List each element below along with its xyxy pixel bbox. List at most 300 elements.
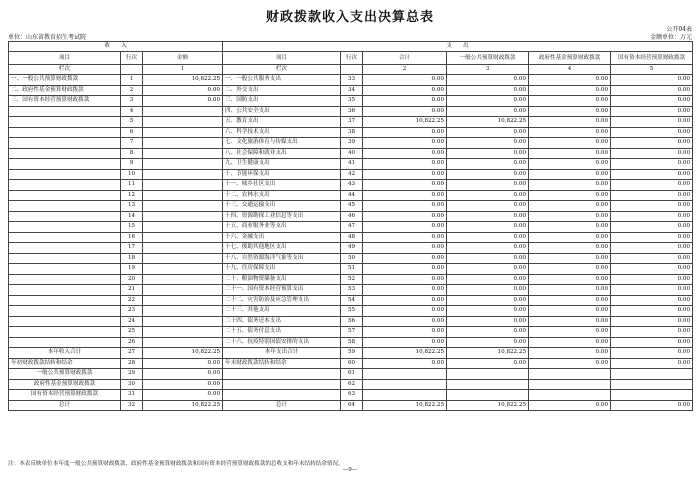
general-budget-cell: 0.00 — [447, 211, 529, 222]
state-capital-cell: 0.00 — [611, 117, 693, 128]
fund-budget-cell: 0.00 — [529, 180, 611, 191]
expense-line-header: 行次 — [341, 52, 363, 65]
income-item-cell: 政府性基金预算财政拨款 — [9, 379, 121, 390]
form-number: 公开04表 — [666, 26, 692, 33]
general-budget-cell: 10,822.25 — [447, 117, 529, 128]
income-line-cell: 25 — [121, 327, 143, 338]
income-amount-cell — [143, 306, 223, 317]
unit-name: 单位：山东省教育招生考试院 — [8, 34, 87, 41]
expense-line-cell: 46 — [341, 211, 363, 222]
income-amount-cell: 10,822.25 — [143, 400, 223, 411]
expense-item-cell: 十八、自然资源海洋气象等支出 — [223, 253, 341, 264]
table-row — [9, 180, 693, 191]
expense-item-cell: 二十六、抗疫特别国债安排的支出 — [223, 337, 341, 348]
expense-line-cell: 54 — [341, 295, 363, 306]
general-budget-cell: 0.00 — [447, 127, 529, 138]
fund-budget-header: 政府性基金预算财政拨款 — [529, 52, 611, 65]
income-item-cell — [9, 337, 121, 348]
state-capital-cell: 0.00 — [611, 274, 693, 285]
general-budget-cell: 0.00 — [447, 85, 529, 96]
income-amount-cell — [143, 327, 223, 338]
income-line-cell: 6 — [121, 127, 143, 138]
income-line-cell: 16 — [121, 232, 143, 243]
income-item-cell — [9, 180, 121, 191]
table-row — [9, 327, 693, 338]
income-amount-cell — [143, 201, 223, 212]
expense-item-cell: 九、卫生健康支出 — [223, 159, 341, 170]
general-budget-cell: 0.00 — [447, 222, 529, 233]
income-item-cell — [9, 285, 121, 296]
header-row-2 — [9, 52, 693, 65]
table-row — [9, 169, 693, 180]
income-amount-cell: 10,822.25 — [143, 348, 223, 359]
col-label-2: 栏次 — [223, 65, 341, 75]
expense-line-cell: 44 — [341, 190, 363, 201]
col-state-index: 5 — [611, 65, 693, 75]
income-item-cell — [9, 295, 121, 306]
table-row — [9, 190, 693, 201]
income-line-cell: 15 — [121, 222, 143, 233]
state-capital-cell: 0.00 — [611, 348, 693, 359]
expense-item-cell: 八、社会保障和就业支出 — [223, 148, 341, 159]
expense-item-cell: 十五、商业服务业等支出 — [223, 222, 341, 233]
income-item-cell — [9, 274, 121, 285]
fund-budget-cell: 0.00 — [529, 274, 611, 285]
table-row — [9, 138, 693, 149]
state-capital-cell: 0.00 — [611, 106, 693, 117]
general-budget-cell: 0.00 — [447, 316, 529, 327]
expense-item-cell: 二、外交支出 — [223, 85, 341, 96]
income-amount-header: 金额 — [143, 52, 223, 65]
fund-budget-cell: 0.00 — [529, 232, 611, 243]
income-line-cell: 11 — [121, 180, 143, 191]
income-line-cell: 28 — [121, 358, 143, 369]
table-row — [9, 390, 693, 401]
income-item-cell — [9, 232, 121, 243]
expense-line-cell: 64 — [341, 400, 363, 411]
general-budget-header: 一般公共预算财政拨款 — [447, 52, 529, 65]
income-line-cell: 20 — [121, 274, 143, 285]
col-label: 栏次 — [9, 65, 121, 75]
income-amount-cell: 0.00 — [143, 390, 223, 401]
total-cell: 0.00 — [363, 138, 447, 149]
expense-item-cell — [223, 379, 341, 390]
total-cell: 0.00 — [363, 316, 447, 327]
fund-budget-cell: 0.00 — [529, 159, 611, 170]
general-budget-cell: 0.00 — [447, 138, 529, 149]
income-item-cell — [9, 243, 121, 254]
expense-line-cell: 39 — [341, 138, 363, 149]
state-capital-cell: 0.00 — [611, 306, 693, 317]
expense-item-cell: 十一、城乡社区支出 — [223, 180, 341, 191]
fund-budget-cell: 0.00 — [529, 106, 611, 117]
general-budget-cell: 0.00 — [447, 285, 529, 296]
expense-item-header: 项目 — [223, 52, 341, 65]
income-line-cell: 17 — [121, 243, 143, 254]
expense-line-cell: 62 — [341, 379, 363, 390]
table-row — [9, 243, 693, 254]
income-item-cell: 年初财政拨款结转和结余 — [9, 358, 121, 369]
total-cell: 0.00 — [363, 274, 447, 285]
income-item-cell — [9, 306, 121, 317]
fund-budget-cell: 0.00 — [529, 295, 611, 306]
expense-line-cell: 51 — [341, 264, 363, 275]
income-item-cell — [9, 106, 121, 117]
expense-item-cell: 二十四、债务还本支出 — [223, 316, 341, 327]
income-line-cell: 7 — [121, 138, 143, 149]
general-budget-cell: 0.00 — [447, 159, 529, 170]
fund-budget-cell: 0.00 — [529, 127, 611, 138]
general-budget-cell: 0.00 — [447, 358, 529, 369]
income-line-cell: 10 — [121, 169, 143, 180]
expense-line-cell: 59 — [341, 348, 363, 359]
table-row — [9, 85, 693, 96]
expense-line-cell: 57 — [341, 327, 363, 338]
income-line-cell: 31 — [121, 390, 143, 401]
fund-budget-cell: 0.00 — [529, 211, 611, 222]
income-amount-cell — [143, 169, 223, 180]
income-amount-cell: 10,822.25 — [143, 75, 223, 86]
income-item-cell — [9, 169, 121, 180]
col-fund-index: 4 — [529, 65, 611, 75]
state-capital-cell: 0.00 — [611, 201, 693, 212]
income-item-cell — [9, 327, 121, 338]
expense-line-cell: 49 — [341, 243, 363, 254]
total-cell: 0.00 — [363, 243, 447, 254]
expense-line-cell: 43 — [341, 180, 363, 191]
expense-line-cell: 45 — [341, 201, 363, 212]
general-budget-cell: 0.00 — [447, 169, 529, 180]
income-item-cell: 一般公共预算财政拨款 — [9, 369, 121, 380]
income-amount-cell: 0.00 — [143, 85, 223, 96]
income-line-cell: 26 — [121, 337, 143, 348]
col-blank — [121, 65, 143, 75]
state-capital-cell: 0.00 — [611, 253, 693, 264]
col-general-index: 3 — [447, 65, 529, 75]
state-capital-cell: 0.00 — [611, 138, 693, 149]
unit-line — [8, 32, 692, 41]
income-line-cell: 27 — [121, 348, 143, 359]
table-row — [9, 222, 693, 233]
income-item-cell — [9, 159, 121, 170]
general-budget-cell — [447, 369, 529, 380]
expense-line-cell: 50 — [341, 253, 363, 264]
expense-line-cell: 47 — [341, 222, 363, 233]
table-row — [9, 232, 693, 243]
income-amount-cell — [143, 222, 223, 233]
general-budget-cell: 0.00 — [447, 96, 529, 107]
column-index-row — [9, 65, 693, 75]
general-budget-cell: 0.00 — [447, 306, 529, 317]
general-budget-cell: 0.00 — [447, 148, 529, 159]
table-row — [9, 274, 693, 285]
expense-line-cell: 52 — [341, 274, 363, 285]
state-capital-cell: 0.00 — [611, 169, 693, 180]
income-item-cell: 三、国有资本经营预算财政拨款 — [9, 96, 121, 107]
income-item-cell — [9, 138, 121, 149]
fund-budget-cell — [529, 379, 611, 390]
general-budget-cell: 0.00 — [447, 106, 529, 117]
fund-budget-cell: 0.00 — [529, 85, 611, 96]
col-total-index: 2 — [363, 65, 447, 75]
fund-budget-cell: 0.00 — [529, 96, 611, 107]
fund-budget-cell: 0.00 — [529, 400, 611, 411]
state-capital-cell: 0.00 — [611, 358, 693, 369]
expense-item-cell: 十七、援助其他地区支出 — [223, 243, 341, 254]
income-amount-cell — [143, 106, 223, 117]
income-line-cell: 32 — [121, 400, 143, 411]
expense-item-cell: 二十、粮油物资储备支出 — [223, 274, 341, 285]
table-row — [9, 96, 693, 107]
fund-budget-cell: 0.00 — [529, 358, 611, 369]
amount-unit: 金额单位：万元 — [649, 34, 692, 41]
income-line-cell: 18 — [121, 253, 143, 264]
income-item-cell — [9, 222, 121, 233]
income-line-cell: 5 — [121, 117, 143, 128]
table-row — [9, 348, 693, 359]
expense-line-cell: 38 — [341, 127, 363, 138]
expense-item-cell: 十二、农林水支出 — [223, 190, 341, 201]
table-row — [9, 117, 693, 128]
total-cell: 0.00 — [363, 180, 447, 191]
income-item-cell: 一、一般公共预算财政拨款 — [9, 75, 121, 86]
table-row — [9, 306, 693, 317]
state-capital-cell: 0.00 — [611, 127, 693, 138]
fund-budget-cell — [529, 369, 611, 380]
expense-line-cell: 55 — [341, 306, 363, 317]
general-budget-cell: 0.00 — [447, 243, 529, 254]
income-item-cell: 国有资本经营预算财政拨款 — [9, 390, 121, 401]
total-cell: 0.00 — [363, 285, 447, 296]
income-line-cell: 12 — [121, 190, 143, 201]
general-budget-cell: 0.00 — [447, 264, 529, 275]
expense-line-cell: 61 — [341, 369, 363, 380]
expense-line-cell: 58 — [341, 337, 363, 348]
total-cell: 10,822.25 — [363, 348, 447, 359]
total-cell: 0.00 — [363, 148, 447, 159]
budget-table — [8, 41, 693, 411]
fund-budget-cell: 0.00 — [529, 285, 611, 296]
income-item-cell — [9, 211, 121, 222]
general-budget-cell: 0.00 — [447, 274, 529, 285]
fund-budget-cell: 0.00 — [529, 190, 611, 201]
income-amount-cell — [143, 190, 223, 201]
income-item-cell: 二、政府性基金预算财政拨款 — [9, 85, 121, 96]
income-amount-cell — [143, 232, 223, 243]
income-item-cell: 本年收入合计 — [9, 348, 121, 359]
expense-item-cell: 本年支出合计 — [223, 348, 341, 359]
table-row — [9, 400, 693, 411]
table-row — [9, 211, 693, 222]
general-budget-cell: 0.00 — [447, 201, 529, 212]
expense-item-cell: 十四、资源勘探工业信息等支出 — [223, 211, 341, 222]
income-item-cell — [9, 201, 121, 212]
general-budget-cell: 0.00 — [447, 327, 529, 338]
income-amount-cell — [143, 148, 223, 159]
income-line-cell: 9 — [121, 159, 143, 170]
fund-budget-cell: 0.00 — [529, 75, 611, 86]
income-line-cell: 23 — [121, 306, 143, 317]
income-line-cell: 2 — [121, 85, 143, 96]
general-budget-cell: 0.00 — [447, 337, 529, 348]
state-capital-cell: 0.00 — [611, 148, 693, 159]
table-row — [9, 316, 693, 327]
state-capital-header: 国有资本经营预算财政拨款 — [611, 52, 693, 65]
income-amount-cell: 0.00 — [143, 369, 223, 380]
income-line-cell: 8 — [121, 148, 143, 159]
income-item-cell — [9, 127, 121, 138]
footnote: 注：本表反映单位本年度一般公共预算财政拨款、政府性基金预算财政拨款和国有资本经营预算财政拨款的总收支和年末结转结余情况。 — [8, 461, 344, 467]
total-cell: 0.00 — [363, 106, 447, 117]
state-capital-cell — [611, 390, 693, 401]
expense-line-cell: 36 — [341, 106, 363, 117]
general-budget-cell: 10,822.25 — [447, 400, 529, 411]
fund-budget-cell: 0.00 — [529, 337, 611, 348]
income-amount-cell — [143, 159, 223, 170]
income-line-cell: 24 — [121, 316, 143, 327]
table-row — [9, 285, 693, 296]
expense-item-cell: 一、一般公共服务支出 — [223, 75, 341, 86]
table-row — [9, 358, 693, 369]
income-amount-cell — [143, 117, 223, 128]
table-row — [9, 75, 693, 86]
total-cell: 0.00 — [363, 201, 447, 212]
total-cell: 0.00 — [363, 85, 447, 96]
col-blank — [341, 65, 363, 75]
income-line-cell: 4 — [121, 106, 143, 117]
income-amount-cell: 0.00 — [143, 358, 223, 369]
table-row — [9, 201, 693, 212]
income-line-cell: 30 — [121, 379, 143, 390]
income-item-cell — [9, 190, 121, 201]
income-amount-cell — [143, 253, 223, 264]
expense-line-cell: 40 — [341, 148, 363, 159]
expense-item-cell: 五、教育支出 — [223, 117, 341, 128]
total-cell: 0.00 — [363, 337, 447, 348]
general-budget-cell: 10,822.25 — [447, 348, 529, 359]
fund-budget-cell: 0.00 — [529, 348, 611, 359]
table-row — [9, 127, 693, 138]
table-row — [9, 264, 693, 275]
income-line-cell: 22 — [121, 295, 143, 306]
state-capital-cell — [611, 379, 693, 390]
expense-line-cell: 34 — [341, 85, 363, 96]
income-item-cell: 总计 — [9, 400, 121, 411]
state-capital-cell: 0.00 — [611, 211, 693, 222]
expense-item-cell: 二十二、灾害防治及应急管理支出 — [223, 295, 341, 306]
total-cell — [363, 369, 447, 380]
state-capital-cell: 0.00 — [611, 264, 693, 275]
expense-item-cell: 六、科学技术支出 — [223, 127, 341, 138]
header-row-1 — [9, 42, 693, 52]
expense-item-cell: 四、公共安全支出 — [223, 106, 341, 117]
total-cell: 0.00 — [363, 327, 447, 338]
general-budget-cell — [447, 379, 529, 390]
general-budget-cell: 0.00 — [447, 253, 529, 264]
expense-line-cell: 35 — [341, 96, 363, 107]
table-row — [9, 369, 693, 380]
income-amount-cell — [143, 264, 223, 275]
income-amount-cell — [143, 127, 223, 138]
total-cell: 0.00 — [363, 358, 447, 369]
fund-budget-cell: 0.00 — [529, 253, 611, 264]
state-capital-cell: 0.00 — [611, 285, 693, 296]
expense-item-cell: 十、节能环保支出 — [223, 169, 341, 180]
fund-budget-cell: 0.00 — [529, 316, 611, 327]
income-line-cell: 21 — [121, 285, 143, 296]
col-amount-index: 1 — [143, 65, 223, 75]
income-line-cell: 3 — [121, 96, 143, 107]
income-amount-cell — [143, 243, 223, 254]
expense-item-cell: 十三、交通运输支出 — [223, 201, 341, 212]
state-capital-cell: 0.00 — [611, 316, 693, 327]
fund-budget-cell: 0.00 — [529, 327, 611, 338]
state-capital-cell — [611, 369, 693, 380]
income-item-cell — [9, 316, 121, 327]
total-cell: 0.00 — [363, 232, 447, 243]
general-budget-cell: 0.00 — [447, 295, 529, 306]
expense-line-cell: 53 — [341, 285, 363, 296]
state-capital-cell: 0.00 — [611, 190, 693, 201]
general-budget-cell: 0.00 — [447, 75, 529, 86]
expense-item-cell: 总计 — [223, 400, 341, 411]
total-cell: 0.00 — [363, 190, 447, 201]
expense-line-cell: 41 — [341, 159, 363, 170]
total-cell: 0.00 — [363, 96, 447, 107]
expense-line-cell: 42 — [341, 169, 363, 180]
income-amount-cell — [143, 138, 223, 149]
total-cell: 0.00 — [363, 169, 447, 180]
expense-item-cell: 十六、金融支出 — [223, 232, 341, 243]
table-row — [9, 159, 693, 170]
state-capital-cell: 0.00 — [611, 400, 693, 411]
fund-budget-cell — [529, 390, 611, 401]
general-budget-cell: 0.00 — [447, 180, 529, 191]
income-amount-cell — [143, 285, 223, 296]
total-cell: 0.00 — [363, 159, 447, 170]
table-row — [9, 106, 693, 117]
income-amount-cell — [143, 337, 223, 348]
total-cell: 0.00 — [363, 295, 447, 306]
income-amount-cell: 0.00 — [143, 379, 223, 390]
fund-budget-cell: 0.00 — [529, 138, 611, 149]
expense-line-cell: 48 — [341, 232, 363, 243]
fund-budget-cell: 0.00 — [529, 169, 611, 180]
state-capital-cell: 0.00 — [611, 243, 693, 254]
total-cell: 0.00 — [363, 75, 447, 86]
income-line-cell: 29 — [121, 369, 143, 380]
income-line-cell: 13 — [121, 201, 143, 212]
table-row — [9, 337, 693, 348]
expense-item-cell: 七、文化旅游体育与传媒支出 — [223, 138, 341, 149]
total-cell: 10,822.25 — [363, 117, 447, 128]
state-capital-cell: 0.00 — [611, 337, 693, 348]
income-line-cell: 1 — [121, 75, 143, 86]
state-capital-cell: 0.00 — [611, 75, 693, 86]
expense-line-cell: 56 — [341, 316, 363, 327]
state-capital-cell: 0.00 — [611, 180, 693, 191]
expense-item-cell: 二十五、债务付息支出 — [223, 327, 341, 338]
report-title: 财政拨款收入支出决算总表 — [265, 10, 434, 25]
income-item-cell — [9, 117, 121, 128]
general-budget-cell: 0.00 — [447, 232, 529, 243]
income-item-cell — [9, 264, 121, 275]
expense-header: 支 出 — [223, 42, 693, 52]
total-cell: 10,822.25 — [363, 400, 447, 411]
income-line-cell: 14 — [121, 211, 143, 222]
state-capital-cell: 0.00 — [611, 327, 693, 338]
general-budget-cell: 0.00 — [447, 190, 529, 201]
